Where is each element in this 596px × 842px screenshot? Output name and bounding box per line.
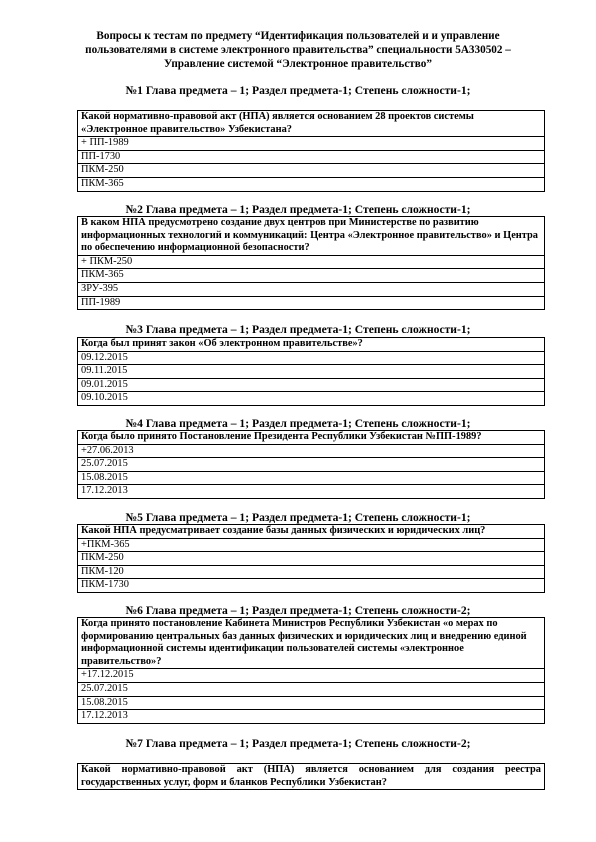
question-1-table: [77, 110, 545, 192]
answer-option: 15.08.2015: [78, 696, 545, 710]
document-title: [70, 29, 526, 71]
question-2-text: В каком НПА предусмотрено создание двух центров при Министерстве по развитию информационных технологий и коммуникаций: Центра «Электронное правительство» и Центра по обеспечению информационной безопасности?: [78, 217, 545, 256]
title-line-3: Управление системой “Электронное правительство”: [164, 58, 432, 70]
answer-option: 25.07.2015: [78, 682, 545, 696]
answer-option: 17.12.2013: [78, 485, 545, 499]
answer-option: 15.08.2015: [78, 471, 545, 485]
answer-option: 09.11.2015: [78, 365, 545, 379]
answer-option: +17.12.2015: [78, 669, 545, 683]
question-6-table: [77, 617, 545, 724]
answer-option: ПП-1989: [78, 296, 545, 310]
title-line-1: Вопросы к тестам по предмету “Идентификация пользователей и и управление: [96, 30, 500, 42]
question-2-header: №2 Глава предмета – 1; Раздел предмета-1; Степень сложности-1;: [125, 203, 471, 216]
answer-option: +27.06.2013: [78, 444, 545, 458]
question-1-text: Какой нормативно-правовой акт (НПА) является основанием 28 проектов системы «Электронное правительство» Узбекистана?: [78, 111, 545, 137]
question-5-text: Какой НПА предусматривает создание базы данных физических и юридических лиц?: [78, 525, 545, 539]
question-5-header: №5 Глава предмета – 1; Раздел предмета-1; Степень сложности-1;: [125, 511, 471, 524]
answer-option: 09.01.2015: [78, 378, 545, 392]
answer-option: 09.12.2015: [78, 351, 545, 365]
question-3-table: [77, 337, 545, 406]
answer-option: 09.10.2015: [78, 392, 545, 406]
answer-option: 25.07.2015: [78, 458, 545, 472]
question-6-text: Когда принято постановление Кабинета Министров Республики Узбекистан «о мерах по формированию центральных баз данных физических и юридических лиц и внедрению единой информационной системы идентификации пользователей системы «электронное правительство»?: [78, 618, 545, 669]
question-7-table: [77, 763, 545, 790]
question-6-header: №6 Глава предмета – 1; Раздел предмета-1; Степень сложности-2;: [125, 604, 471, 617]
answer-option: ЗРУ-395: [78, 282, 545, 296]
question-4-table: [77, 430, 545, 499]
answer-option: ПКМ-1730: [78, 579, 545, 593]
answer-option: ПКМ-250: [78, 164, 545, 178]
question-3-header: №3 Глава предмета – 1; Раздел предмета-1; Степень сложности-1;: [125, 323, 471, 336]
answer-option: ПКМ-120: [78, 565, 545, 579]
answer-option: +ПКМ-365: [78, 538, 545, 552]
question-4-header: №4 Глава предмета – 1; Раздел предмета-1; Степень сложности-1;: [125, 417, 471, 430]
answer-option: ПКМ-365: [78, 269, 545, 283]
answer-option: + ПКМ-250: [78, 255, 545, 269]
question-1-header: №1 Глава предмета – 1; Раздел предмета-1; Степень сложности-1;: [125, 84, 471, 97]
question-2-table: [77, 216, 545, 310]
answer-option: ПКМ-365: [78, 177, 545, 191]
title-line-2: пользователями в системе электронного правительства” специальности 5А330502 –: [85, 44, 511, 56]
question-3-text: Когда был принят закон «Об электронном правительстве»?: [78, 338, 545, 352]
question-4-text: Когда было принято Постановление Президента Республики Узбекистан №ПП-1989?: [78, 431, 545, 445]
answer-option: ПКМ-250: [78, 552, 545, 566]
question-7-text: Какой нормативно-правовой акт (НПА) является основанием для создания реестра государственных услуг, форм и бланков Республики Узбекистан?: [78, 764, 545, 790]
question-5-table: [77, 524, 545, 593]
question-7-header: №7 Глава предмета – 1; Раздел предмета-1; Степень сложности-2;: [125, 737, 471, 750]
answer-option: 17.12.2013: [78, 710, 545, 724]
answer-option: ПП-1730: [78, 150, 545, 164]
answer-option: + ПП-1989: [78, 137, 545, 151]
